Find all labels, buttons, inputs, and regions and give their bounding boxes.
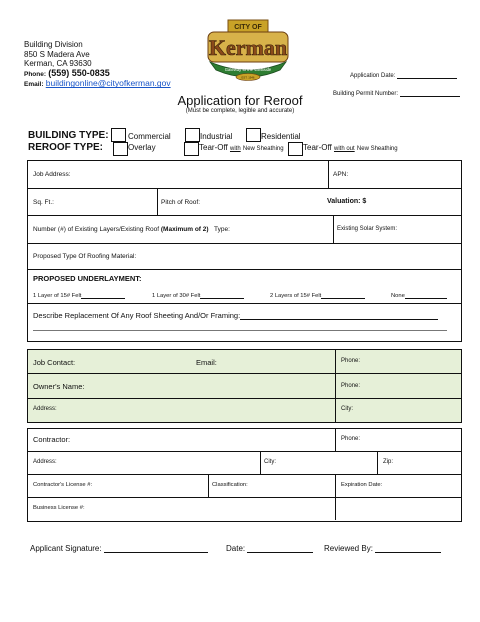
owner-phone-field[interactable]: Phone:: [341, 383, 361, 389]
city-seal-logo: [200, 18, 296, 82]
permit-number-label: Building Permit Number:: [333, 91, 399, 97]
commercial-label: Commercial: [128, 132, 171, 141]
pitch-field[interactable]: Pitch of Roof:: [161, 199, 201, 206]
underlayment-title: PROPOSED UNDERLAYMENT:: [33, 274, 142, 283]
application-date-label: Application Date:: [350, 73, 396, 79]
email-link[interactable]: buildingonline@cityofkerman.gov: [45, 78, 171, 89]
underlayment-option-3[interactable]: 2 Layers of 15# Felt: [270, 290, 365, 299]
overlay-label: Overlay: [128, 143, 156, 152]
expiration-date-field[interactable]: Expiration Date:: [341, 482, 383, 488]
industrial-checkbox[interactable]: [185, 128, 200, 142]
phone-number: (559) 550-0835: [48, 67, 110, 78]
classification-field[interactable]: Classification:: [212, 482, 248, 488]
tearoff-with-label: Tear-Off with New Sheathing: [199, 143, 284, 152]
applicant-signature[interactable]: Applicant Signature:: [30, 544, 208, 553]
city-state-zip: Kerman, CA 93630: [24, 59, 92, 69]
valuation-field[interactable]: [327, 198, 366, 205]
street-address: 850 S Madera Ave: [24, 49, 90, 59]
division-name: Building Division: [24, 40, 83, 49]
valuation-dollar: $: [362, 198, 367, 205]
logo-est-text: EST. 1946: [241, 75, 255, 80]
contact-phone-field[interactable]: Phone:: [341, 358, 361, 364]
contractor-phone-field[interactable]: Phone:: [341, 436, 361, 442]
signature-date[interactable]: Date:: [226, 544, 313, 553]
commercial-checkbox[interactable]: [111, 128, 126, 142]
owner-address-field[interactable]: Address:: [33, 406, 57, 412]
roofing-material-field[interactable]: Proposed Type Of Roofing Material:: [33, 253, 137, 260]
owner-city-field[interactable]: City:: [341, 406, 353, 412]
contractor-zip-field[interactable]: Zip:: [383, 459, 394, 465]
sheeting-description[interactable]: Describe Replacement Of Any Roof Sheeting And/Or Framing:: [33, 311, 438, 320]
apn-field[interactable]: APN:: [333, 171, 349, 178]
business-license-field[interactable]: Business License #:: [33, 505, 85, 511]
residential-checkbox[interactable]: [246, 128, 261, 142]
reviewed-by[interactable]: Reviewed By:: [324, 544, 441, 553]
valuation-label: Valuation:: [327, 198, 361, 205]
residential-label: Residential: [261, 132, 301, 141]
underlayment-option-none[interactable]: None: [391, 290, 447, 299]
contractor-license-field[interactable]: Contractor's License #:: [33, 482, 93, 488]
logo-main-text: Kerman: [208, 35, 288, 60]
logo-top-text: CITY OF: [234, 24, 262, 31]
address-block: [24, 40, 171, 90]
job-contact-field[interactable]: Job Contact:: [33, 358, 76, 367]
contractor-address-field[interactable]: Address:: [33, 459, 57, 465]
contractor-box: [27, 428, 462, 522]
page-title: Application for Reroof: [177, 93, 303, 108]
contractor-city-field[interactable]: City:: [264, 459, 276, 465]
owner-name-field[interactable]: Owner's Name:: [33, 382, 85, 391]
page-subtitle: (Must be complete, legible and accurate): [185, 108, 295, 114]
application-date-field[interactable]: [397, 70, 457, 79]
tearoff-without-label: Tear-Off with out New Sheathing: [303, 143, 398, 152]
sheeting-line-2[interactable]: [33, 330, 447, 331]
reroof-type-label: REROOF TYPE:: [28, 142, 104, 153]
email-label: Email:: [24, 81, 44, 89]
phone-label: Phone:: [24, 70, 47, 78]
tearoff-with-checkbox[interactable]: [184, 142, 199, 156]
contact-email-field[interactable]: Email:: [196, 358, 217, 367]
contact-box: [27, 349, 462, 423]
underlayment-option-2[interactable]: 1 Layer of 30# Felt: [152, 290, 244, 299]
job-address-field[interactable]: Job Address:: [33, 171, 71, 178]
underlayment-option-1[interactable]: 1 Layer of 15# Felt: [33, 290, 125, 299]
tearoff-without-checkbox[interactable]: [288, 142, 303, 156]
sq-ft-field[interactable]: Sq. Ft.:: [33, 199, 54, 206]
solar-field[interactable]: Existing Solar System:: [337, 226, 398, 232]
overlay-checkbox[interactable]: [113, 142, 128, 156]
contractor-name-field[interactable]: Contractor:: [33, 435, 71, 444]
building-type-label: BUILDING TYPE:: [28, 130, 109, 141]
email-line: [24, 79, 171, 90]
industrial-label: Industrial: [200, 132, 233, 141]
existing-layers-field[interactable]: Number (#) of Existing Layers/Existing Roof (Maximum of 2) Type:: [33, 226, 230, 233]
logo-banner-text: Gateway to the Westside: [224, 67, 272, 72]
application-date: [350, 70, 457, 79]
